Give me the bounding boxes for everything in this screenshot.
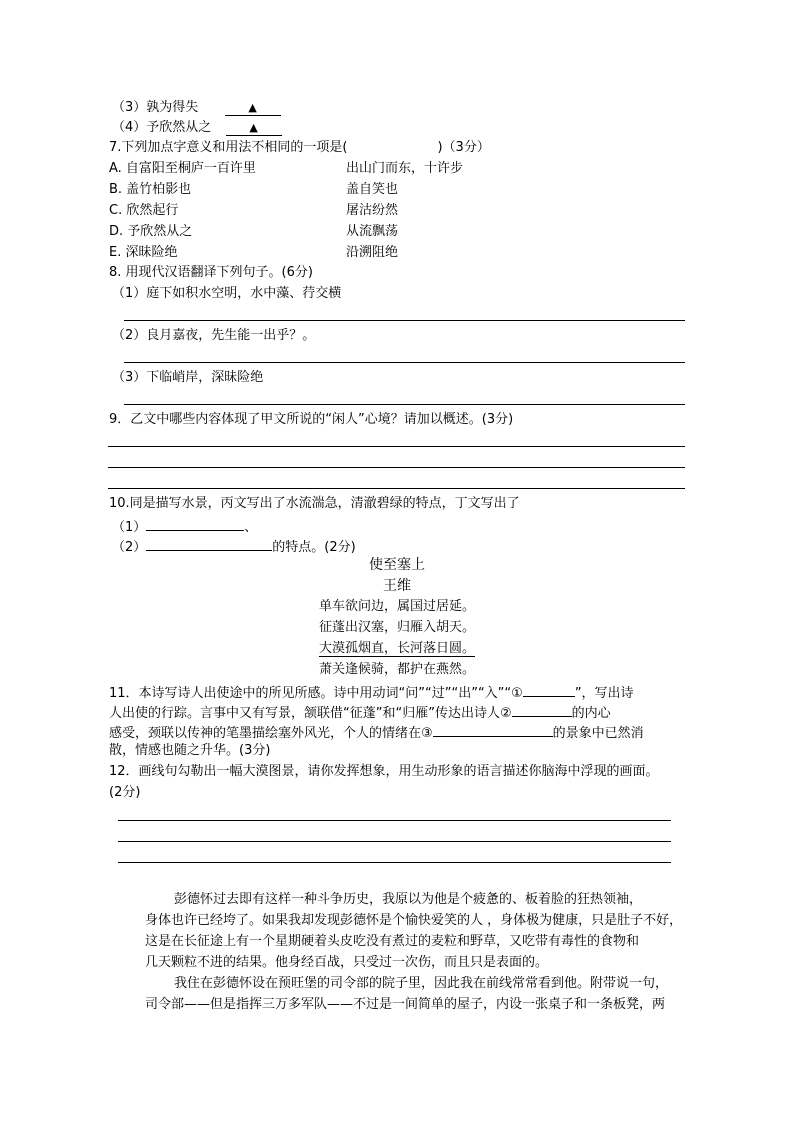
q9-stem: 9．乙文中哪些内容体现了甲文所说的“闲人”心境？请加以概述。(3分): [109, 412, 514, 427]
answer-line: [124, 362, 685, 363]
q10-stem: 10.同是描写水景，丙文写出了水流湍急，清澈碧绿的特点，丁文写出了: [109, 496, 520, 511]
q11-line-2: 人出使的行踪。言事中又有写景，颔联借“征蓬”和“归雁”传达出诗人② 的内心: [109, 702, 611, 723]
poem-title: 使至塞上: [369, 557, 425, 573]
q12-line-2: (2分): [109, 785, 141, 800]
q11-line-4: 散，情感也随之升华。(3分): [109, 743, 271, 758]
answer-triangle-mark: ▲: [225, 101, 281, 116]
poem-line-3-underlined: 大漠孤烟直，长河落日圆。: [318, 641, 475, 656]
q8-stem: 8. 用现代汉语翻译下列句子。(6分): [109, 265, 313, 280]
q7-stem: 7.下列加点字意义和用法不相同的一项是( )（3分）: [109, 140, 490, 155]
answer-line: [118, 820, 671, 821]
fill-blank: [512, 702, 572, 717]
q10-item-2: （2） 的特点。(2分): [112, 536, 356, 557]
answer-line: [108, 488, 685, 489]
fill-blank: [433, 722, 553, 737]
poem-line-1: 单车欲问边，属国过居延。: [318, 599, 475, 614]
answer-line: [124, 320, 685, 321]
fill-blank: [146, 516, 244, 531]
q12-line-1: 12．画线句勾勒出一幅大漠图景，请你发挥想象，用生动形象的语言描述你脑海中浮现的画面。: [109, 764, 659, 779]
answer-line: [118, 862, 671, 863]
passage-line-1: 彭德怀过去即有这样一种斗争历史，我原以为他是个疲惫的、板着脸的狂热领袖，: [174, 892, 643, 907]
q10-item-1: （1） 、: [112, 516, 257, 537]
q11-line-3: 感受，颈联以传神的笔墨描绘塞外风光，个人的情绪在③ 的景象中已然消: [109, 722, 644, 743]
answer-line: [108, 446, 685, 447]
fill-blank: [523, 682, 575, 697]
q6-item-3: （3）孰为得失 ▲: [112, 99, 281, 117]
answer-line: [124, 404, 685, 405]
passage-line-5: 我住在彭德怀设在预旺堡的司令部的院子里，因此我在前线常常看到他。附带说一句，: [174, 976, 669, 991]
poem-author: 王维: [383, 578, 411, 594]
answer-triangle-mark: ▲: [226, 121, 282, 136]
q8-item-1: （1）庭下如积水空明，水中藻、荇交横: [112, 286, 342, 301]
answer-line: [108, 467, 685, 468]
poem-line-4: 萧关逢候骑，都护在燕然。: [318, 662, 475, 677]
q6-item-4: （4）予欣然从之 ▲: [112, 119, 282, 137]
q8-item-3: （3）下临峭岸，深昧险绝: [112, 370, 264, 385]
q8-item-2: （2）良月嘉夜，先生能一出乎？。: [112, 328, 316, 343]
passage-line-2: 身体也许已经垮了。如果我却发现彭德怀是个愉快爱笑的人 ，身体极为健康，只是肚子不好，: [145, 913, 683, 928]
answer-line: [118, 841, 671, 842]
fill-blank: [146, 536, 272, 551]
passage-line-4: 几天颗粒不进的结果。他身经百战，只受过一次伤，而且只是表面的。: [145, 955, 549, 970]
poem-line-2: 征蓬出汉塞，归雁入胡天。: [318, 620, 475, 635]
passage-line-6: 司令部——但是指挥三万多军队——不过是一间简单的屋子，内设一张桌子和一条板凳，两: [145, 997, 666, 1012]
q11-line-1: 11．本诗写诗人出使途中的所见所感。诗中用动词“问”“过”“出”“入”“① ”，写出诗: [109, 682, 634, 703]
passage-line-3: 这是在长征途上有一个星期硬着头皮吃没有煮过的麦粒和野草，又吃带有毒性的食物和: [145, 934, 640, 949]
